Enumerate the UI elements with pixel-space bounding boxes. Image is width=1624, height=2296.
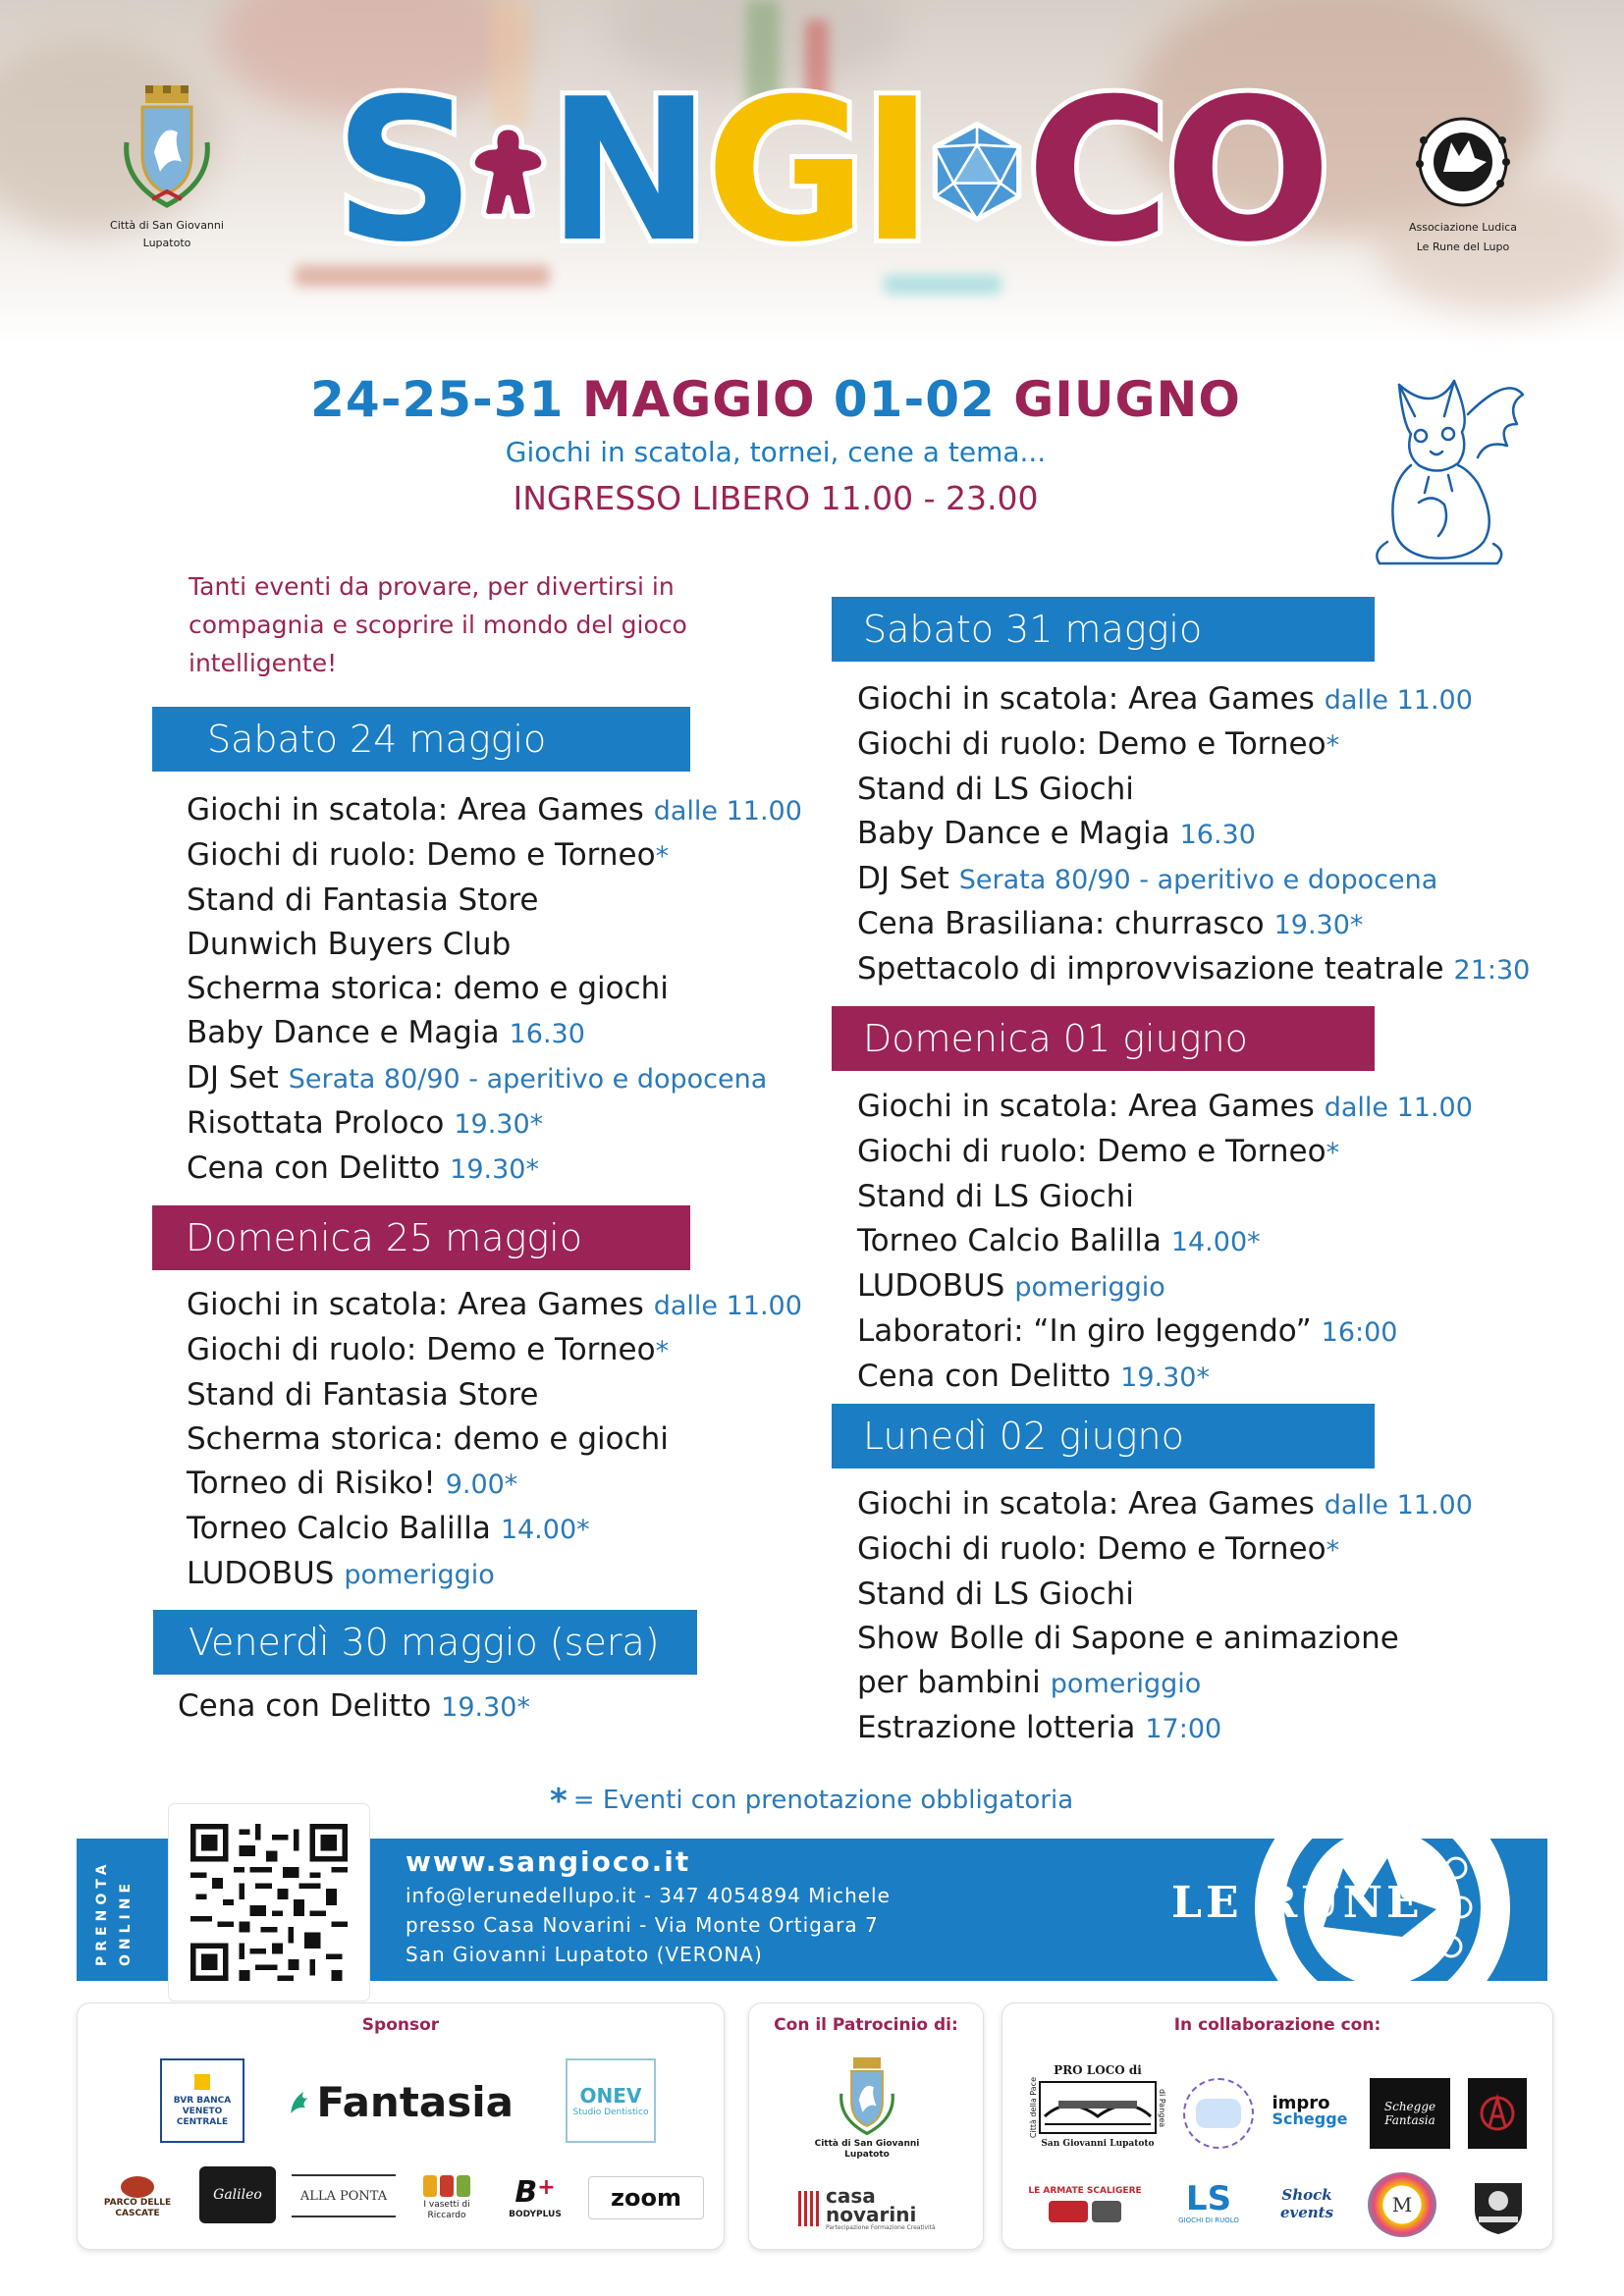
emblem-caption: Città di San Giovanni xyxy=(110,219,224,232)
shock-name: Shock events xyxy=(1279,2186,1334,2221)
schedule-item-title: Giochi in scatola: Area Games xyxy=(857,1486,1315,1522)
collab-circle-logo xyxy=(1183,2078,1254,2149)
day-list-sun25 xyxy=(187,1283,802,1597)
schedule-item xyxy=(857,1355,1473,1400)
schedule-item-time: 9.00* xyxy=(445,1469,518,1500)
vasetti-name: I vasetti di Riccardo xyxy=(423,2199,470,2220)
day-list-sat24 xyxy=(187,788,802,1192)
schedule-item xyxy=(187,1462,802,1507)
circle-logo-icon xyxy=(1196,2099,1241,2128)
day-header-mon02: Lunedì 02 giugno xyxy=(832,1404,1375,1468)
schedule-item xyxy=(857,1661,1473,1706)
schedule-item-time: 17:00 xyxy=(1145,1714,1222,1744)
bodyplus-name: BODYPLUS xyxy=(509,2210,562,2219)
collaboration-box xyxy=(1001,2002,1553,2250)
schedule-item-title: Stand di LS Giochi xyxy=(857,1576,1134,1612)
book-online-vertical xyxy=(90,1850,149,1970)
schedule-item-time: * xyxy=(655,841,670,872)
proloco-side-text: di Pangea xyxy=(1158,2088,1166,2128)
onev-sub: Studio Dentistico xyxy=(572,2107,649,2117)
association-emblem xyxy=(1384,113,1542,254)
schedule-item-time: 14.00* xyxy=(1170,1227,1261,1257)
day-list-sat31 xyxy=(857,677,1530,992)
schedule-item-title: Giochi in scatola: Area Games xyxy=(187,792,644,828)
event-dates xyxy=(226,371,1326,428)
schedule-item-title: Giochi in scatola: Area Games xyxy=(857,681,1315,717)
casa-novarini-logo-icon xyxy=(798,2191,820,2226)
patronage-city-name: Città di San Giovanni xyxy=(814,2139,920,2149)
schedule-item xyxy=(187,1417,802,1462)
schedule-item-time: 19.30* xyxy=(441,1692,530,1723)
proloco-town: San Giovanni Lupatoto xyxy=(1041,2138,1155,2149)
winged-wolf-icon xyxy=(1360,355,1527,566)
dunwich-crest-icon xyxy=(1469,2173,1528,2236)
sponsor-fantasia xyxy=(288,2062,514,2141)
bodyplus-logo-icon: B+ xyxy=(514,2175,556,2210)
month-part: GIUGNO xyxy=(1013,371,1241,428)
vertical-label: PRENOTA xyxy=(94,1859,110,1966)
schedule-item-title: Cena con Delitto xyxy=(857,1359,1111,1394)
sponsor-bvr xyxy=(160,2058,244,2143)
sponsor-bodyplus xyxy=(498,2164,572,2231)
onev-name: ONEV xyxy=(579,2083,642,2108)
sponsor-onev xyxy=(566,2058,656,2143)
schedule-item-title: Scherma storica: demo e giochi xyxy=(187,1421,669,1457)
schedule-item-title: Stand di Fantasia Store xyxy=(187,882,539,918)
sponsor-zoom xyxy=(588,2176,704,2219)
sangioco-logo xyxy=(334,59,1326,285)
bvr-name: BVR BANCA VENETO CENTRALE xyxy=(173,2095,232,2127)
meeple-icon xyxy=(469,74,547,270)
qr-code[interactable] xyxy=(169,1804,369,2001)
day-list-mon02 xyxy=(857,1482,1473,1751)
day-list-fri30 xyxy=(178,1684,530,1730)
schedule-item xyxy=(187,967,802,1011)
schedule-item-title: Giochi di ruolo: Demo e Torneo xyxy=(857,1531,1326,1567)
coat-of-arms-icon xyxy=(833,2055,901,2139)
schedule-item-time: * xyxy=(655,1336,670,1366)
schedule-item xyxy=(857,722,1530,768)
schedule-item-time: pomeriggio xyxy=(1014,1272,1165,1303)
schedule-item-title: Baby Dance e Magia xyxy=(187,1015,500,1050)
schedule-item xyxy=(187,1147,802,1192)
schedule-item-title: Torneo di Risiko! xyxy=(187,1466,436,1501)
event-subtitle: Giochi in scatola, tornei, cene a tema... xyxy=(505,436,1047,468)
sponsor-box xyxy=(77,2002,725,2250)
day-header-sat31: Sabato 31 maggio xyxy=(832,597,1375,662)
schedule-item-time: pomeriggio xyxy=(1050,1669,1202,1699)
schedule-item-time: 21:30 xyxy=(1453,955,1531,986)
galileo-name: Galileo xyxy=(213,2187,262,2203)
schedule-item-title: Scherma storica: demo e giochi xyxy=(187,971,669,1006)
schedule-item-title: Estrazione lotteria xyxy=(857,1710,1136,1745)
schedule-item-time: pomeriggio xyxy=(344,1560,495,1590)
patronage-box xyxy=(748,2002,984,2250)
band-logo-text: LE RUNE xyxy=(1171,1878,1424,1928)
coat-of-arms-icon xyxy=(113,83,221,211)
parco-logo-icon xyxy=(121,2176,154,2198)
dates-part: 01-02 xyxy=(833,371,996,428)
contact-address: presso Casa Novarini - Via Monte Ortigara 7 xyxy=(406,1913,879,1937)
schedule-item xyxy=(187,833,802,879)
schedule-item-title: Laboratori: “In giro leggendo” xyxy=(857,1313,1312,1349)
monogram-icon xyxy=(1478,2089,1517,2138)
dates-part: 24-25-31 xyxy=(310,371,565,428)
schedule-item xyxy=(187,1328,802,1373)
schedule-item xyxy=(857,1219,1473,1264)
schedule-item-title: Cena con Delitto xyxy=(187,1150,441,1186)
patronage-casa-novarini xyxy=(798,2184,946,2233)
schedule-item-title: Giochi di ruolo: Demo e Torneo xyxy=(187,837,656,873)
schedule-item-title: Stand di Fantasia Store xyxy=(187,1377,539,1413)
proloco-name: PRO LOCO di xyxy=(1054,2063,1142,2078)
armate-logo-icon xyxy=(1049,2201,1121,2222)
mc-monogram-icon: M xyxy=(1391,2193,1413,2216)
collab-proloco xyxy=(1020,2053,1175,2161)
booking-note xyxy=(550,1782,1100,1821)
schedule-item-time: * xyxy=(1326,1535,1340,1566)
fantasia-swirl-icon xyxy=(288,2067,312,2136)
collab-shock xyxy=(1268,2172,1346,2235)
casa-name: casa xyxy=(826,2183,876,2208)
schedule-item-title: Show Bolle di Sapone e animazione xyxy=(857,1621,1399,1656)
asterisk-icon: * xyxy=(550,1782,568,1821)
schedule-item-time: 19.30* xyxy=(1120,1362,1210,1393)
emblem-caption: Associazione Ludica xyxy=(1408,221,1518,234)
patronage-city xyxy=(808,2049,926,2166)
collab-dunwich xyxy=(1464,2170,1533,2239)
schedule-item-time: dalle 11.00 xyxy=(653,796,802,827)
vasetti-jars-icon xyxy=(423,2175,470,2197)
collab-schegge-fantasia xyxy=(1370,2078,1450,2149)
sponsor-vasetti xyxy=(411,2164,482,2231)
schedule-item xyxy=(857,1527,1473,1573)
armate-name: LE ARMATE SCALIGERE xyxy=(1028,2185,1142,2196)
novarini-sub: Partecipazione Formazione Creatività xyxy=(826,2223,936,2231)
website-link[interactable]: www.sangioco.it xyxy=(406,1845,691,1878)
alla-ponta-name: ALLA PONTA xyxy=(299,2188,388,2204)
logo-letter: G xyxy=(705,57,861,286)
schedule-item-title: DJ Set xyxy=(187,1060,279,1095)
emblem-caption: Lupatoto xyxy=(142,237,191,249)
proloco-side-text: Città della Pace xyxy=(1029,2077,1038,2139)
logo-letter: I xyxy=(860,57,929,286)
contact-email-phone[interactable]: info@lerunedellupo.it - 347 4054894 Michele xyxy=(406,1884,891,1907)
wolf-rune-icon xyxy=(1404,113,1522,211)
schedule-item-time: Serata 80/90 - aperitivo e dopocena xyxy=(958,865,1438,895)
emblem-caption: Le Rune del Lupo xyxy=(1416,240,1510,253)
day-header-sat24: Sabato 24 maggio xyxy=(152,707,690,772)
day-header-fri30: Venerdì 30 maggio (sera) xyxy=(153,1610,697,1675)
schedule-item-title: Giochi di ruolo: Demo e Torneo xyxy=(857,1134,1326,1169)
schedule-item-title: Torneo Calcio Balilla xyxy=(857,1223,1162,1258)
schedule-item xyxy=(187,788,802,833)
schedule-item xyxy=(187,923,802,967)
schedule-item-time: dalle 11.00 xyxy=(1324,1093,1473,1123)
schedule-item-title: Cena Brasiliana: churrasco xyxy=(857,906,1265,941)
collab-armate xyxy=(1026,2176,1144,2231)
schedule-item xyxy=(857,1309,1473,1355)
schedule-item-title: DJ Set xyxy=(857,861,949,896)
bridge-icon xyxy=(1039,2081,1157,2134)
day-header-sun25: Domenica 25 maggio xyxy=(152,1205,690,1270)
schedule-item xyxy=(857,1085,1473,1130)
schedule-item xyxy=(187,1056,802,1101)
ls-sub: GIOCHI DI RUOLO xyxy=(1178,2216,1239,2224)
schedule-item-title: Cena con Delitto xyxy=(178,1688,432,1724)
intro-text: Tanti eventi da provare, per divertirsi in compagnia e scoprire il mondo del gioco intelligente! xyxy=(189,572,687,677)
note-text: = Eventi con prenotazione obbligatoria xyxy=(572,1786,1074,1815)
schedule-item xyxy=(857,812,1530,857)
schedule-item-time: 19.30* xyxy=(1273,910,1364,940)
schedule-item-title: Dunwich Buyers Club xyxy=(187,927,512,962)
schedule-item xyxy=(187,1101,802,1147)
qr-code-icon xyxy=(189,1824,350,1981)
schedule-item-title: LUDOBUS xyxy=(187,1556,335,1591)
entry-hours: INGRESSO LIBERO 11.00 - 23.00 xyxy=(513,479,1039,517)
logo-letter: O xyxy=(1164,57,1326,286)
schedule-item xyxy=(857,1175,1473,1219)
d20-dice-icon xyxy=(928,74,1026,270)
schedule-item xyxy=(857,902,1530,947)
schedule-item xyxy=(857,1573,1473,1617)
schedule-item xyxy=(857,857,1530,902)
schedule-item-time: Serata 80/90 - aperitivo e dopocena xyxy=(288,1064,768,1095)
schedule-item-time: 16:00 xyxy=(1321,1317,1398,1348)
schedule-item-title: Giochi di ruolo: Demo e Torneo xyxy=(187,1332,656,1367)
schedule-item-time: * xyxy=(1326,1138,1340,1168)
schedule-item-title: Stand di LS Giochi xyxy=(857,772,1134,807)
schedule-item-time: 14.00* xyxy=(500,1515,590,1545)
zoom-name: zoom xyxy=(611,2184,681,2212)
schedule-item-title: Giochi di ruolo: Demo e Torneo xyxy=(857,726,1326,762)
schedule-item xyxy=(857,768,1530,812)
bvr-logo-icon xyxy=(194,2074,210,2090)
impro-name: impro xyxy=(1272,2093,1330,2113)
parco-name: PARCO DELLE CASCATE xyxy=(103,2198,172,2218)
sponsor-title: Sponsor xyxy=(361,2015,440,2035)
schedule-item xyxy=(857,677,1530,722)
schedule-item-time: dalle 11.00 xyxy=(1324,1490,1473,1521)
collab-ac-logo xyxy=(1468,2078,1527,2149)
schedule-item xyxy=(857,1264,1473,1309)
day-header-sun01: Domenica 01 giugno xyxy=(832,1006,1375,1071)
schedule-item xyxy=(187,1011,802,1056)
schedule-item-title: Giochi in scatola: Area Games xyxy=(857,1089,1315,1124)
city-emblem xyxy=(88,83,245,250)
schegge-fantasia-name: Schegge Fantasia xyxy=(1383,2100,1436,2127)
schedule-item xyxy=(187,1373,802,1417)
patronage-title: Con il Patrocinio di: xyxy=(774,2015,958,2035)
collab-impro xyxy=(1266,2082,1354,2141)
schedule-item-time: dalle 11.00 xyxy=(653,1291,802,1321)
logo-letter: S xyxy=(334,57,470,286)
ls-name: LS xyxy=(1185,2178,1232,2218)
collab-mc-logo xyxy=(1368,2172,1436,2237)
schedule-item-title: Stand di LS Giochi xyxy=(857,1179,1134,1214)
schedule-item xyxy=(187,1552,802,1597)
schedule-item-time: 16.30 xyxy=(509,1019,585,1049)
schedule-item xyxy=(187,1507,802,1552)
schedule-item-title: LUDOBUS xyxy=(857,1268,1005,1304)
contact-city: San Giovanni Lupatoto (VERONA) xyxy=(406,1943,763,1966)
day-list-sun01 xyxy=(857,1085,1473,1400)
schedule-item-title: Giochi in scatola: Area Games xyxy=(187,1287,644,1322)
schedule-item xyxy=(857,1130,1473,1175)
sponsor-galileo xyxy=(199,2166,276,2223)
schedule-item xyxy=(178,1684,530,1730)
schedule-item-time: * xyxy=(1326,730,1340,761)
patronage-city-name: Lupatoto xyxy=(844,2150,890,2160)
vertical-label: ONLINE xyxy=(118,1878,134,1966)
schedule-item-title: Risottata Proloco xyxy=(187,1105,445,1141)
schedule-item xyxy=(187,879,802,923)
schedule-item-title: Spettacolo di improvvisazione teatrale xyxy=(857,951,1444,987)
collab-title: In collaborazione con: xyxy=(1173,2015,1381,2035)
month-part: MAGGIO xyxy=(581,371,816,428)
schedule-item-time: dalle 11.00 xyxy=(1324,685,1473,716)
collab-ls-giochi xyxy=(1167,2172,1250,2235)
contact-info xyxy=(406,1881,891,1969)
fantasia-name: Fantasia xyxy=(316,2077,514,2126)
schedule-item-time: 19.30* xyxy=(454,1109,544,1140)
logo-letter: N xyxy=(547,57,706,286)
schedule-item-title: Torneo Calcio Balilla xyxy=(187,1511,491,1546)
sponsor-alla-ponta xyxy=(292,2174,396,2217)
schedule-item-title: per bambini xyxy=(857,1665,1041,1700)
schedule-item xyxy=(857,1706,1473,1751)
schedule-item xyxy=(857,947,1530,992)
logo-letter: C xyxy=(1026,57,1164,286)
schedule-item xyxy=(857,1482,1473,1527)
schedule-item-time: 19.30* xyxy=(450,1154,539,1185)
schegge-name: Schegge xyxy=(1272,2109,1348,2128)
schedule-item-time: 16.30 xyxy=(1179,820,1256,850)
sponsor-parco xyxy=(89,2170,186,2225)
schedule-item-title: Baby Dance e Magia xyxy=(857,816,1170,851)
schedule-item xyxy=(187,1283,802,1328)
schedule-item xyxy=(857,1617,1473,1661)
novarini-name: novarini xyxy=(826,2202,917,2226)
